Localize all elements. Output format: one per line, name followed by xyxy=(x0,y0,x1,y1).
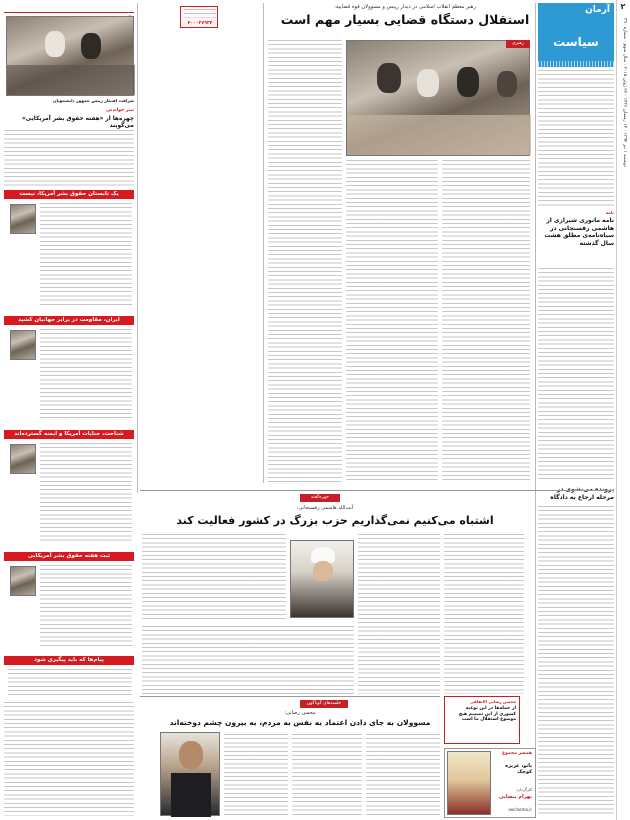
quote-box-5 xyxy=(4,656,134,698)
lower-text-1 xyxy=(224,734,288,816)
lower-left-text xyxy=(4,702,134,816)
ad-director-name: بهرام بیضایی xyxy=(498,794,532,800)
main-kicker: رهبر معظم انقلاب اسلامی در دیدار رییس و مسوولان قوه قضاییه: xyxy=(334,4,476,10)
ad-title: بانو، عزیزه کوچک xyxy=(505,763,532,775)
section-title: سیاست xyxy=(553,35,599,49)
right-col-item2 xyxy=(538,486,614,501)
lower-story-header-text: جلسه‌های گوناگون xyxy=(306,701,342,706)
lower-text-2 xyxy=(292,734,362,816)
right-col-body2 xyxy=(538,506,614,814)
quote-4-photo xyxy=(10,566,36,596)
masthead-pattern xyxy=(538,61,614,67)
divider-lower xyxy=(140,696,440,697)
quote-2-title: ایران، مقاومت در برابر جهانیان کشید xyxy=(4,316,134,325)
quote-box-3 xyxy=(4,430,134,548)
right-col-item1 xyxy=(538,210,614,247)
middle-text-mid xyxy=(358,534,440,694)
middle-text-left xyxy=(142,534,286,620)
main-photo xyxy=(346,40,530,156)
rezaei-box xyxy=(444,696,520,744)
quote-3-title: شناخت، جنایات آمریکا و ایمنه گسترده‌اند xyxy=(4,430,134,439)
brief-title: تیتر خواندنی xyxy=(106,108,134,113)
quote-2-photo xyxy=(10,330,36,360)
photo-note-head xyxy=(4,4,134,13)
lower-text-3 xyxy=(366,734,440,816)
divider-mid xyxy=(140,490,614,491)
ad-code: ۴۰۰۰۳۷۹۳۴ xyxy=(187,21,213,26)
lower-kicker: محسن رضایی: xyxy=(284,710,316,716)
cinema-ad xyxy=(444,748,536,818)
ad-code-box xyxy=(180,6,218,28)
item1-tag: نامه xyxy=(605,210,614,215)
middle-text-right xyxy=(444,534,524,694)
brief-body xyxy=(4,130,134,186)
rezaei-box-text: از حمله‌ها در این نوعیه کشوری از این تصمیم هیچ موضوع استقلال ما است xyxy=(458,706,516,722)
main-left-text xyxy=(268,40,342,482)
quote-5-title: پیام‌ها که باید پیگیری شود xyxy=(4,656,134,665)
page-number: ۲ xyxy=(620,2,626,11)
logo: آرمان xyxy=(585,5,610,15)
right-col-body1 xyxy=(538,268,614,480)
rezaei-photo xyxy=(160,732,220,816)
middle-kicker: آیت‌الله هاشمی رفسنجانی: xyxy=(296,505,354,511)
lower-headline: مسوولان به جای دادن اعتماد به نفس به مردم، به بیرون چشم دوخته‌اند xyxy=(169,718,431,727)
quote-3-photo xyxy=(10,444,36,474)
middle-headline: اشتباه می‌کنیم نمی‌گذاریم حزب بزرگ در کشور فعالیت کند xyxy=(176,514,494,527)
item2-headline: مرحله ارجاع به دادگاه xyxy=(550,493,614,501)
middle-story-header-text: جهره‌گفته xyxy=(311,495,329,500)
ad-director-label: کارگردان: xyxy=(515,787,532,792)
rezaei-box-name: محسن رضایی الاتفاقی xyxy=(470,699,516,704)
ad-poster xyxy=(447,751,491,815)
middle-text-left2 xyxy=(142,626,354,694)
quote-1-title: یک تابستان حقوق بشر آمریکا، نیست xyxy=(4,190,134,199)
quote-box-1 xyxy=(4,190,134,312)
lower-story-header xyxy=(300,700,348,708)
hashemi-photo xyxy=(290,540,354,618)
ad-top-text: همسر مجموع xyxy=(501,751,532,756)
brief-headline: چهره‌ها از «هفته حقوق بشر آمریکایی» می‌گویند xyxy=(21,116,134,129)
date-line: دوشنبه ۱ تیر ۱۳۹۴ - ۱۴ رمضان ۱۴۳۶ - ۲۲ ژوئن ۲۰۱۵ - سال سوم - شماره ۳۹۰ xyxy=(622,18,627,168)
quote-4-title: ثبت هفته حقوق بشر آمریکایی xyxy=(4,552,134,561)
left-photo xyxy=(6,16,134,96)
right-col-intro xyxy=(538,70,614,208)
main-badge: رهبری xyxy=(506,40,530,48)
main-headline: استقلال دستگاه قضایی بسیار مهم است xyxy=(280,12,530,27)
item1-headline: نامه مانوری شیرازی از هاشمی رفسنجانی در سیاه‌نامه‌ی مطلق هشت سال گذشته xyxy=(544,217,614,247)
middle-story-header xyxy=(300,494,340,502)
main-mid-text xyxy=(346,160,438,482)
quote-box-2 xyxy=(4,316,134,426)
section-masthead xyxy=(538,3,614,67)
quote-box-4 xyxy=(4,552,134,652)
left-photo-caption: شرافت افتخار رییس جمهور دانشجویان xyxy=(52,98,134,103)
quote-1-photo xyxy=(10,204,36,234)
date-strip xyxy=(616,0,630,820)
ad-site: aecinema.ir xyxy=(508,807,532,812)
main-right-text xyxy=(442,160,530,482)
